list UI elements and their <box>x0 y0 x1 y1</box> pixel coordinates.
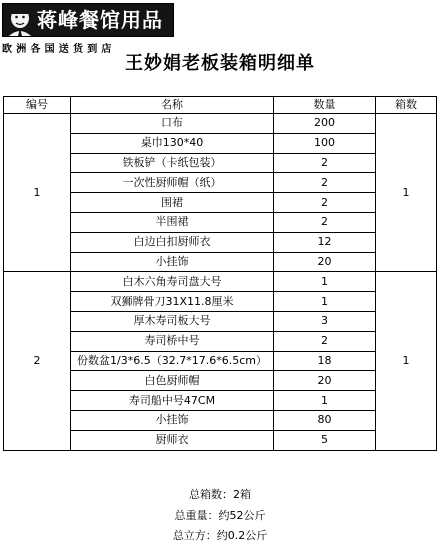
item-quantity-cell: 2 <box>274 193 376 213</box>
header-name: 名称 <box>71 97 274 114</box>
item-quantity-cell: 3 <box>274 311 376 331</box>
item-name-cell: 白边白扣厨师衣 <box>71 232 274 252</box>
item-name-cell: 小挂饰 <box>71 252 274 272</box>
chef-portrait-icon <box>3 4 37 36</box>
summary-total-boxes: 总箱数：2箱 <box>189 488 251 501</box>
item-quantity-cell: 1 <box>274 391 376 411</box>
header-boxes: 箱数 <box>376 97 437 114</box>
logo-banner <box>2 3 174 37</box>
group-number-cell: 2 <box>4 272 71 450</box>
packing-table <box>3 96 437 451</box>
table-header-row <box>4 97 437 114</box>
item-name-cell: 厨师衣 <box>71 430 274 450</box>
group-boxes-cell: 1 <box>376 272 437 450</box>
item-name-cell: 份数盆1/3*6.5（32.7*17.6*6.5cm） <box>71 351 274 371</box>
table-row <box>4 272 437 292</box>
item-name-cell: 铁板铲（卡纸包装） <box>71 153 274 173</box>
item-name-cell: 半围裙 <box>71 212 274 232</box>
summary-total-weight: 总重量：约52公斤 <box>174 509 266 522</box>
logo-name: 蒋峰餐馆用品 <box>37 8 163 32</box>
item-quantity-cell: 1 <box>274 272 376 292</box>
group-number-cell: 1 <box>4 114 71 272</box>
brand-logo <box>2 3 174 55</box>
header-number: 编号 <box>4 97 71 114</box>
summary-total-volume: 总立方：约0.2公斤 <box>172 529 268 542</box>
group-boxes-cell: 1 <box>376 114 437 272</box>
item-quantity-cell: 200 <box>274 114 376 134</box>
item-name-cell: 口布 <box>71 114 274 134</box>
document-title: 王妙娟老板装箱明细单 <box>125 53 315 74</box>
item-quantity-cell: 2 <box>274 173 376 193</box>
item-quantity-cell: 2 <box>274 212 376 232</box>
item-name-cell: 白木六角寿司盘大号 <box>71 272 274 292</box>
item-quantity-cell: 5 <box>274 430 376 450</box>
header-quantity: 数量 <box>274 97 376 114</box>
item-quantity-cell: 100 <box>274 133 376 153</box>
logo-tagline: 欧洲各国送货到店 <box>2 44 116 55</box>
item-name-cell: 寿司桥中号 <box>71 331 274 351</box>
item-quantity-cell: 18 <box>274 351 376 371</box>
item-quantity-cell: 20 <box>274 252 376 272</box>
item-quantity-cell: 2 <box>274 153 376 173</box>
item-name-cell: 围裙 <box>71 193 274 213</box>
item-name-cell: 寿司船中号47CM <box>71 391 274 411</box>
item-name-cell: 小挂饰 <box>71 410 274 430</box>
item-quantity-cell: 80 <box>274 410 376 430</box>
item-quantity-cell: 2 <box>274 331 376 351</box>
table-row <box>4 114 437 134</box>
item-name-cell: 一次性厨师帽（纸） <box>71 173 274 193</box>
item-name-cell: 厚木寿司板大号 <box>71 311 274 331</box>
item-name-cell: 双狮牌骨刀31X11.8厘米 <box>71 292 274 312</box>
item-name-cell: 桌巾130*40 <box>71 133 274 153</box>
table-body <box>4 114 437 451</box>
item-quantity-cell: 20 <box>274 371 376 391</box>
item-quantity-cell: 12 <box>274 232 376 252</box>
item-name-cell: 白色厨师帽 <box>71 371 274 391</box>
item-quantity-cell: 1 <box>274 292 376 312</box>
